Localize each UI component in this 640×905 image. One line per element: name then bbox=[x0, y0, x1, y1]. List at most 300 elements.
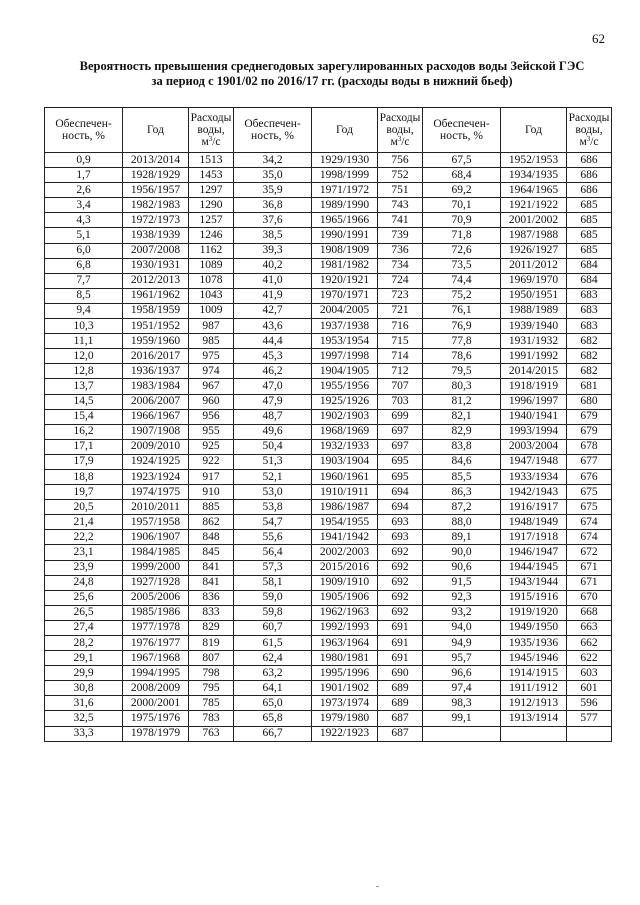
cell-probability: 94,0 bbox=[423, 620, 501, 635]
cell-probability: 13,7 bbox=[45, 379, 123, 394]
cell-year: 1987/1988 bbox=[501, 228, 567, 243]
cell-year: 1909/1910 bbox=[312, 575, 378, 590]
cell-year: 1939/1940 bbox=[501, 319, 567, 334]
cell-year: 1910/1911 bbox=[312, 485, 378, 500]
cell-probability: 83,8 bbox=[423, 439, 501, 454]
cell-flow: 785 bbox=[189, 696, 234, 711]
cell-flow: 683 bbox=[567, 303, 612, 318]
cell-probability: 26,5 bbox=[45, 605, 123, 620]
cell-year: 2015/2016 bbox=[312, 560, 378, 575]
cell-probability: 92,3 bbox=[423, 590, 501, 605]
cell-probability: 70,9 bbox=[423, 213, 501, 228]
cell-flow: 1078 bbox=[189, 273, 234, 288]
table-row bbox=[45, 334, 612, 349]
cell-flow: 714 bbox=[378, 349, 423, 364]
cell-flow: 683 bbox=[567, 319, 612, 334]
cell-probability: 81,2 bbox=[423, 394, 501, 409]
cell-year: 1924/1925 bbox=[123, 454, 189, 469]
header-flow-line-1: Расходы bbox=[379, 112, 421, 124]
cell-year: 1957/1958 bbox=[123, 515, 189, 530]
cell-probability: 37,6 bbox=[234, 213, 312, 228]
cell-year: 1904/1905 bbox=[312, 364, 378, 379]
header-flow-line-2: воды, bbox=[575, 124, 603, 136]
document-title bbox=[40, 59, 624, 89]
cell-year: 1963/1964 bbox=[312, 636, 378, 651]
cell-flow: 845 bbox=[189, 545, 234, 560]
cell-probability: 65,8 bbox=[234, 711, 312, 726]
table-row bbox=[45, 439, 612, 454]
cell-flow: 741 bbox=[378, 213, 423, 228]
cell-year: 1955/1956 bbox=[312, 379, 378, 394]
cell-flow: 703 bbox=[378, 394, 423, 409]
cell-flow: 697 bbox=[378, 424, 423, 439]
cell-probability: 71,8 bbox=[423, 228, 501, 243]
cell-probability: 24,8 bbox=[45, 575, 123, 590]
cell-year: 1921/1922 bbox=[501, 198, 567, 213]
cell-probability: 67,5 bbox=[423, 153, 501, 168]
cell-flow: 1089 bbox=[189, 258, 234, 273]
cell-year: 2010/2011 bbox=[123, 500, 189, 515]
cell-probability: 6,8 bbox=[45, 258, 123, 273]
header-flow-unit-base: м bbox=[390, 136, 398, 148]
cell-flow: 739 bbox=[378, 228, 423, 243]
cell-probability: 25,6 bbox=[45, 590, 123, 605]
cell-year: 1942/1943 bbox=[501, 485, 567, 500]
cell-probability: 59,0 bbox=[234, 590, 312, 605]
cell-probability: 19,7 bbox=[45, 485, 123, 500]
header-probability-line-2: ность, % bbox=[440, 130, 483, 142]
cell-flow: 736 bbox=[378, 243, 423, 258]
cell-year: 1948/1949 bbox=[501, 515, 567, 530]
table-row bbox=[45, 213, 612, 228]
cell-year: 1965/1966 bbox=[312, 213, 378, 228]
cell-year: 1929/1930 bbox=[312, 153, 378, 168]
cell-flow: 699 bbox=[378, 409, 423, 424]
cell-flow: 836 bbox=[189, 590, 234, 605]
cell-year: 1940/1941 bbox=[501, 409, 567, 424]
cell-probability: 7,7 bbox=[45, 273, 123, 288]
cell-probability: 51,3 bbox=[234, 454, 312, 469]
cell-probability: 88,0 bbox=[423, 515, 501, 530]
cell-probability: 8,5 bbox=[45, 288, 123, 303]
cell-flow: 985 bbox=[189, 334, 234, 349]
header-flow-unit-tail: /с bbox=[590, 136, 599, 148]
table-row bbox=[45, 303, 612, 318]
cell-probability: 57,3 bbox=[234, 560, 312, 575]
cell-probability: 62,4 bbox=[234, 651, 312, 666]
cell-probability: 76,9 bbox=[423, 319, 501, 334]
header-flow-line-1: Расходы bbox=[190, 112, 232, 124]
cell-year: 2013/2014 bbox=[123, 153, 189, 168]
cell-flow: 686 bbox=[567, 183, 612, 198]
cell-year: 1945/1946 bbox=[501, 651, 567, 666]
cell-flow: 689 bbox=[378, 681, 423, 696]
header-flow-line-1: Расходы bbox=[568, 112, 610, 124]
cell-probability: 44,4 bbox=[234, 334, 312, 349]
cell-flow: 685 bbox=[567, 243, 612, 258]
header-year: Год bbox=[123, 108, 189, 153]
table-row bbox=[45, 379, 612, 394]
cell-flow: 841 bbox=[189, 575, 234, 590]
header-flow-unit-exp: 3 bbox=[208, 135, 213, 143]
cell-probability: 33,3 bbox=[45, 726, 123, 741]
cell-flow: 695 bbox=[378, 454, 423, 469]
cell-year: 1968/1969 bbox=[312, 424, 378, 439]
cell-probability: 5,1 bbox=[45, 228, 123, 243]
cell-flow: 690 bbox=[378, 666, 423, 681]
header-year: Год bbox=[501, 108, 567, 153]
cell-flow: 841 bbox=[189, 560, 234, 575]
cell-flow: 674 bbox=[567, 530, 612, 545]
cell-probability: 11,1 bbox=[45, 334, 123, 349]
cell-year: 1960/1961 bbox=[312, 469, 378, 484]
cell-year: 1954/1955 bbox=[312, 515, 378, 530]
cell-flow: 694 bbox=[378, 485, 423, 500]
cell-flow: 960 bbox=[189, 394, 234, 409]
cell-flow: 848 bbox=[189, 530, 234, 545]
cell-year: 1996/1997 bbox=[501, 394, 567, 409]
table-row bbox=[45, 530, 612, 545]
cell-probability: 21,4 bbox=[45, 515, 123, 530]
cell-probability: 82,9 bbox=[423, 424, 501, 439]
cell-flow: 682 bbox=[567, 364, 612, 379]
cell-flow: 1162 bbox=[189, 243, 234, 258]
title-line-1: Вероятность превышения среднегодовых зарегулированных расходов воды Зейской ГЭС bbox=[79, 59, 585, 73]
cell-year: 1983/1984 bbox=[123, 379, 189, 394]
cell-year: 1930/1931 bbox=[123, 258, 189, 273]
table-header-row bbox=[45, 108, 612, 153]
cell-year: 1997/1998 bbox=[312, 349, 378, 364]
table-row bbox=[45, 651, 612, 666]
table-row bbox=[45, 560, 612, 575]
cell-year: 1966/1967 bbox=[123, 409, 189, 424]
cell-year: 1956/1957 bbox=[123, 183, 189, 198]
cell-flow: 743 bbox=[378, 198, 423, 213]
table-body bbox=[45, 153, 612, 742]
table-row bbox=[45, 424, 612, 439]
cell-probability: 60,7 bbox=[234, 620, 312, 635]
cell-flow: 687 bbox=[378, 726, 423, 741]
cell-flow: 1297 bbox=[189, 183, 234, 198]
cell-year: 1995/1996 bbox=[312, 666, 378, 681]
cell-year: 1959/1960 bbox=[123, 334, 189, 349]
cell-flow: 723 bbox=[378, 288, 423, 303]
cell-probability: 27,4 bbox=[45, 620, 123, 635]
header-flow-unit-exp: 3 bbox=[586, 135, 591, 143]
cell-year: 1953/1954 bbox=[312, 334, 378, 349]
cell-probability: 69,2 bbox=[423, 183, 501, 198]
cell-probability: 61,5 bbox=[234, 636, 312, 651]
cell-probability: 98,3 bbox=[423, 696, 501, 711]
cell-year: 1977/1978 bbox=[123, 620, 189, 635]
page-number: 62 bbox=[592, 31, 605, 46]
cell-flow: 862 bbox=[189, 515, 234, 530]
cell-probability: 55,6 bbox=[234, 530, 312, 545]
table-row bbox=[45, 394, 612, 409]
cell-year: 1986/1987 bbox=[312, 500, 378, 515]
cell-flow: 663 bbox=[567, 620, 612, 635]
cell-flow: 763 bbox=[189, 726, 234, 741]
cell-flow: 693 bbox=[378, 530, 423, 545]
cell-probability: 70,1 bbox=[423, 198, 501, 213]
cell-flow: 1453 bbox=[189, 168, 234, 183]
cell-year: 1923/1924 bbox=[123, 469, 189, 484]
cell-probability: 48,7 bbox=[234, 409, 312, 424]
cell-year: 1913/1914 bbox=[501, 711, 567, 726]
cell-year: 2004/2005 bbox=[312, 303, 378, 318]
cell-flow: 974 bbox=[189, 364, 234, 379]
cell-flow: 678 bbox=[567, 439, 612, 454]
cell-year: 1984/1985 bbox=[123, 545, 189, 560]
cell-flow: 798 bbox=[189, 666, 234, 681]
cell-flow: 734 bbox=[378, 258, 423, 273]
cell-year: 2012/2013 bbox=[123, 273, 189, 288]
cell-probability: 35,0 bbox=[234, 168, 312, 183]
cell-probability: 12,8 bbox=[45, 364, 123, 379]
cell-year: 1951/1952 bbox=[123, 319, 189, 334]
header-probability-line-2: ность, % bbox=[251, 130, 294, 142]
cell-year: 1974/1975 bbox=[123, 485, 189, 500]
cell-year: 2007/2008 bbox=[123, 243, 189, 258]
cell-probability: 14,5 bbox=[45, 394, 123, 409]
cell-flow: 967 bbox=[189, 379, 234, 394]
table-row bbox=[45, 469, 612, 484]
cell-flow: 751 bbox=[378, 183, 423, 198]
cell-flow: 684 bbox=[567, 273, 612, 288]
cell-year: 1925/1926 bbox=[312, 394, 378, 409]
cell-probability: 53,0 bbox=[234, 485, 312, 500]
cell-flow: 833 bbox=[189, 605, 234, 620]
cell-year: 1902/1903 bbox=[312, 409, 378, 424]
cell-year: 1971/1972 bbox=[312, 183, 378, 198]
cell-year: 1935/1936 bbox=[501, 636, 567, 651]
cell-year: 2005/2006 bbox=[123, 590, 189, 605]
cell-flow: 1043 bbox=[189, 288, 234, 303]
table-row bbox=[45, 666, 612, 681]
header-year: Год bbox=[312, 108, 378, 153]
cell-year: 2002/2003 bbox=[312, 545, 378, 560]
cell-probability: 31,6 bbox=[45, 696, 123, 711]
table-row bbox=[45, 258, 612, 273]
cell-flow: 721 bbox=[378, 303, 423, 318]
cell-flow: 670 bbox=[567, 590, 612, 605]
cell-probability: 28,2 bbox=[45, 636, 123, 651]
cell-flow: 686 bbox=[567, 153, 612, 168]
header-probability-line-2: ность, % bbox=[62, 130, 105, 142]
cell-flow: 1513 bbox=[189, 153, 234, 168]
cell-probability: 45,3 bbox=[234, 349, 312, 364]
cell-year: 1952/1953 bbox=[501, 153, 567, 168]
cell-probability: 41,9 bbox=[234, 288, 312, 303]
cell-flow: 752 bbox=[378, 168, 423, 183]
cell-probability: 29,9 bbox=[45, 666, 123, 681]
cell-year bbox=[501, 726, 567, 741]
header-flow bbox=[189, 108, 234, 153]
cell-flow: 694 bbox=[378, 500, 423, 515]
cell-flow: 716 bbox=[378, 319, 423, 334]
cell-flow: 675 bbox=[567, 500, 612, 515]
cell-year: 2008/2009 bbox=[123, 681, 189, 696]
cell-probability: 29,1 bbox=[45, 651, 123, 666]
cell-probability: 64,1 bbox=[234, 681, 312, 696]
cell-flow: 1257 bbox=[189, 213, 234, 228]
header-probability bbox=[45, 108, 123, 153]
cell-flow: 1246 bbox=[189, 228, 234, 243]
cell-flow: 697 bbox=[378, 439, 423, 454]
cell-flow: 975 bbox=[189, 349, 234, 364]
table-row bbox=[45, 319, 612, 334]
cell-year: 1916/1917 bbox=[501, 500, 567, 515]
cell-flow: 682 bbox=[567, 349, 612, 364]
cell-year: 1922/1923 bbox=[312, 726, 378, 741]
cell-probability: 99,1 bbox=[423, 711, 501, 726]
cell-probability: 65,0 bbox=[234, 696, 312, 711]
header-probability-line-1: Обеспечен- bbox=[244, 118, 301, 130]
cell-flow: 795 bbox=[189, 681, 234, 696]
cell-probability: 40,2 bbox=[234, 258, 312, 273]
cell-flow: 680 bbox=[567, 394, 612, 409]
cell-probability: 54,7 bbox=[234, 515, 312, 530]
table-row bbox=[45, 696, 612, 711]
cell-probability: 38,5 bbox=[234, 228, 312, 243]
cell-flow: 679 bbox=[567, 424, 612, 439]
cell-flow: 692 bbox=[378, 590, 423, 605]
probability-table bbox=[44, 107, 612, 742]
cell-year: 1975/1976 bbox=[123, 711, 189, 726]
cell-probability: 77,8 bbox=[423, 334, 501, 349]
cell-probability: 96,6 bbox=[423, 666, 501, 681]
cell-flow: 684 bbox=[567, 258, 612, 273]
cell-flow: 682 bbox=[567, 334, 612, 349]
cell-year: 1944/1945 bbox=[501, 560, 567, 575]
header-probability bbox=[234, 108, 312, 153]
cell-year: 1926/1927 bbox=[501, 243, 567, 258]
cell-year: 1999/2000 bbox=[123, 560, 189, 575]
cell-flow bbox=[567, 726, 612, 741]
cell-flow: 829 bbox=[189, 620, 234, 635]
cell-flow: 692 bbox=[378, 560, 423, 575]
table-row bbox=[45, 636, 612, 651]
table-row bbox=[45, 288, 612, 303]
header-flow-unit-base: м bbox=[201, 136, 209, 148]
cell-year: 1928/1929 bbox=[123, 168, 189, 183]
cell-year: 2000/2001 bbox=[123, 696, 189, 711]
cell-year: 1931/1932 bbox=[501, 334, 567, 349]
cell-probability: 74,4 bbox=[423, 273, 501, 288]
cell-year: 1949/1950 bbox=[501, 620, 567, 635]
header-flow-unit-exp: 3 bbox=[397, 135, 402, 143]
cell-probability: 22,2 bbox=[45, 530, 123, 545]
cell-flow: 601 bbox=[567, 681, 612, 696]
header-flow bbox=[378, 108, 423, 153]
table-row bbox=[45, 168, 612, 183]
cell-year: 1911/1912 bbox=[501, 681, 567, 696]
cell-probability: 97,4 bbox=[423, 681, 501, 696]
table-row bbox=[45, 198, 612, 213]
cell-probability: 10,3 bbox=[45, 319, 123, 334]
cell-probability: 3,4 bbox=[45, 198, 123, 213]
cell-year: 1976/1977 bbox=[123, 636, 189, 651]
cell-flow: 885 bbox=[189, 500, 234, 515]
cell-year: 1998/1999 bbox=[312, 168, 378, 183]
cell-flow: 1009 bbox=[189, 303, 234, 318]
cell-probability: 58,1 bbox=[234, 575, 312, 590]
table-row bbox=[45, 620, 612, 635]
cell-probability: 53,8 bbox=[234, 500, 312, 515]
cell-year: 2001/2002 bbox=[501, 213, 567, 228]
cell-flow: 674 bbox=[567, 515, 612, 530]
cell-probability: 84,6 bbox=[423, 454, 501, 469]
cell-probability: 17,9 bbox=[45, 454, 123, 469]
cell-flow: 724 bbox=[378, 273, 423, 288]
header-probability bbox=[423, 108, 501, 153]
cell-year: 1934/1935 bbox=[501, 168, 567, 183]
cell-probability: 76,1 bbox=[423, 303, 501, 318]
cell-probability: 47,0 bbox=[234, 379, 312, 394]
cell-flow: 692 bbox=[378, 575, 423, 590]
cell-year: 1906/1907 bbox=[123, 530, 189, 545]
cell-probability: 17,1 bbox=[45, 439, 123, 454]
table-row bbox=[45, 575, 612, 590]
cell-probability: 12,0 bbox=[45, 349, 123, 364]
cell-year: 1947/1948 bbox=[501, 454, 567, 469]
cell-year: 1973/1974 bbox=[312, 696, 378, 711]
cell-year: 1970/1971 bbox=[312, 288, 378, 303]
cell-year: 1936/1937 bbox=[123, 364, 189, 379]
cell-probability: 87,2 bbox=[423, 500, 501, 515]
cell-probability: 85,5 bbox=[423, 469, 501, 484]
cell-probability: 73,5 bbox=[423, 258, 501, 273]
cell-probability: 2,6 bbox=[45, 183, 123, 198]
cell-flow: 603 bbox=[567, 666, 612, 681]
cell-probability: 23,9 bbox=[45, 560, 123, 575]
table-row bbox=[45, 590, 612, 605]
cell-flow: 622 bbox=[567, 651, 612, 666]
cell-year: 1978/1979 bbox=[123, 726, 189, 741]
cell-year: 1992/1993 bbox=[312, 620, 378, 635]
cell-year: 1907/1908 bbox=[123, 424, 189, 439]
cell-flow: 712 bbox=[378, 364, 423, 379]
cell-year: 1912/1913 bbox=[501, 696, 567, 711]
cell-probability bbox=[423, 726, 501, 741]
cell-year: 2016/2017 bbox=[123, 349, 189, 364]
cell-flow: 707 bbox=[378, 379, 423, 394]
header-probability-line-1: Обеспечен- bbox=[433, 118, 490, 130]
cell-flow: 715 bbox=[378, 334, 423, 349]
table-row bbox=[45, 228, 612, 243]
cell-flow: 685 bbox=[567, 228, 612, 243]
cell-flow: 596 bbox=[567, 696, 612, 711]
cell-probability: 30,8 bbox=[45, 681, 123, 696]
cell-probability: 78,6 bbox=[423, 349, 501, 364]
cell-year: 1981/1982 bbox=[312, 258, 378, 273]
cell-probability: 43,6 bbox=[234, 319, 312, 334]
cell-flow: 679 bbox=[567, 409, 612, 424]
cell-probability: 49,6 bbox=[234, 424, 312, 439]
cell-year: 1982/1983 bbox=[123, 198, 189, 213]
cell-flow: 807 bbox=[189, 651, 234, 666]
cell-probability: 34,2 bbox=[234, 153, 312, 168]
cell-probability: 41,0 bbox=[234, 273, 312, 288]
cell-year: 1938/1939 bbox=[123, 228, 189, 243]
cell-flow: 692 bbox=[378, 545, 423, 560]
cell-probability: 89,1 bbox=[423, 530, 501, 545]
cell-probability: 18,8 bbox=[45, 469, 123, 484]
cell-flow: 681 bbox=[567, 379, 612, 394]
cell-flow: 691 bbox=[378, 636, 423, 651]
cell-probability: 47,9 bbox=[234, 394, 312, 409]
cell-flow: 956 bbox=[189, 409, 234, 424]
